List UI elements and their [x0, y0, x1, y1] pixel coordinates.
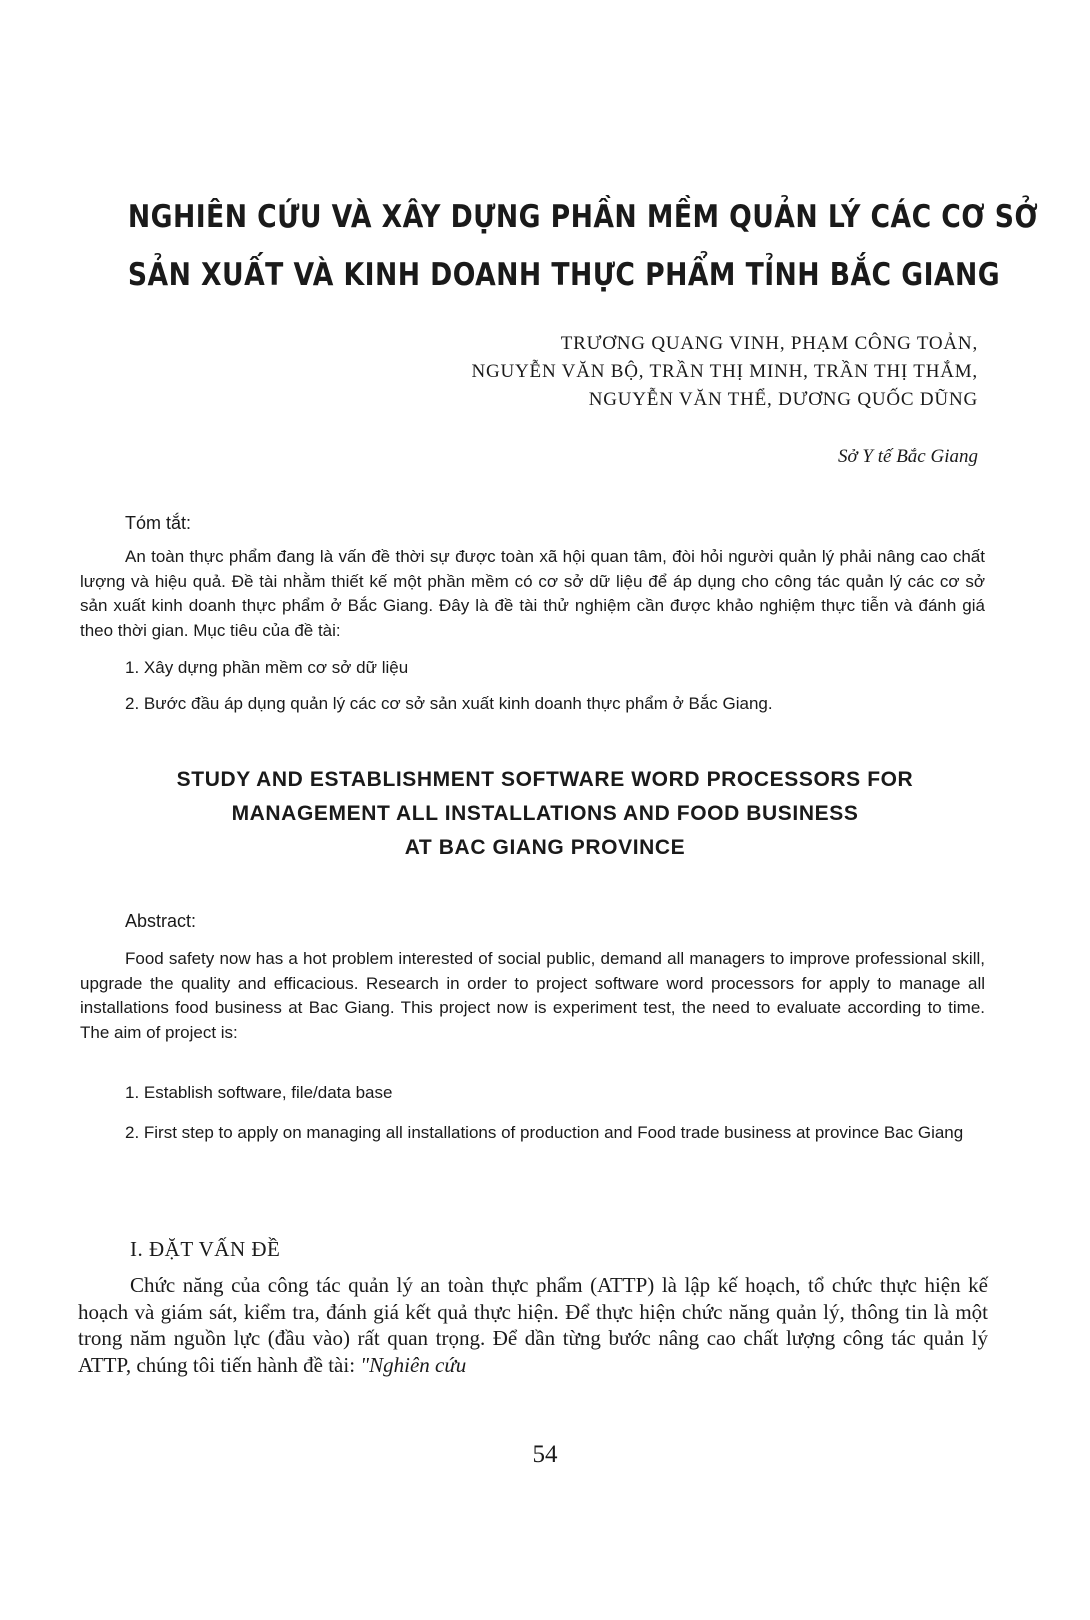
abstract-en-item-2: 2. First step to apply on managing all installations of production and Food trade business at province Bac Giang — [125, 1123, 964, 1142]
section-heading: I. ĐẶT VẤN ĐỀ — [130, 1237, 281, 1261]
english-title — [60, 763, 1030, 865]
english-title-line-3: AT BAC GIANG PROVINCE — [404, 836, 686, 859]
author-line-3: NGUYỄN VĂN THỂ, DƯƠNG QUỐC DŨNG — [588, 389, 978, 410]
vietnamese-title-line-2: SẢN XUẤT VÀ KINH DOANH THỰC PHẨM TỈNH BẮC GIANG — [127, 257, 1001, 293]
author-list — [278, 330, 978, 414]
english-title-line-2: MANAGEMENT ALL INSTALLATIONS AND FOOD BUSINESS — [231, 802, 859, 825]
vietnamese-title — [127, 188, 1039, 304]
affiliation: Sở Y tế Bắc Giang — [838, 446, 978, 467]
abstract-en-label: Abstract: — [125, 911, 197, 931]
english-title-line-1: STUDY AND ESTABLISHMENT SOFTWARE WORD PROCESSORS FOR — [176, 768, 914, 791]
summary-vi-paragraph: An toàn thực phẩm đang là vấn đề thời sự được toàn xã hội quan tâm, đòi hỏi người quản lý phải nâng cao chất lượng và hiệu quả. Đề tài nhằm thiết kế một phần mềm có cơ sở dữ liệu để áp dụng cho công tác quản lý các cơ sở sản xuất kinh doanh thực phẩm ở Bắc Giang. Đây là đề tài thử nghiệm cần được khảo nghiệm thực tiễn và đánh giá theo thời gian. Mục tiêu của đề tài: — [80, 547, 985, 640]
abstract-en-paragraph: Food safety now has a hot problem interested of social public, demand all managers to improve professional skill, upgrade the quality and efficacious. Research in order to project software word processors for apply to manage all installations food business at Bac Giang. This project now is experiment test, the need to evaluate according to time. The aim of project is: — [80, 949, 985, 1042]
summary-vi-item-2: 2. Bước đầu áp dụng quản lý các cơ sở sản xuất kinh doanh thực phẩm ở Bắc Giang. — [125, 694, 773, 713]
section-body-text — [78, 1272, 988, 1378]
abstract-en-item-1: 1. Establish software, file/data base — [125, 1083, 393, 1102]
page-number: 54 — [532, 1441, 558, 1468]
author-line-2: NGUYỄN VĂN BỘ, TRẦN THỊ MINH, TRẦN THỊ THẮM, — [471, 361, 978, 382]
vietnamese-title-line-1: NGHIÊN CỨU VÀ XÂY DỰNG PHẦN MỀM QUẢN LÝ CÁC CƠ SỞ — [127, 199, 1039, 235]
section-body-main: Chức năng của công tác quản lý an toàn thực phẩm (ATTP) là lập kế hoạch, tổ chức thực hiện kế hoạch và giám sát, kiểm tra, đánh giá kết quả thực hiện. Để thực hiện chức năng quản lý, thông tin là một trong năm nguồn lực (đầu vào) rất quan trọng. Để dần từng bước nâng cao chất lượng công tác quản lý ATTP, chúng tôi tiến hành đề tài: — [78, 1273, 988, 1377]
summary-vi-label: Tóm tắt: — [125, 513, 192, 533]
section-body-italic-tail: "Nghiên cứu — [360, 1352, 467, 1377]
summary-vi-item-1: 1. Xây dựng phần mềm cơ sở dữ liệu — [125, 658, 409, 677]
author-line-1: TRƯƠNG QUANG VINH, PHẠM CÔNG TOẢN, — [560, 333, 978, 354]
